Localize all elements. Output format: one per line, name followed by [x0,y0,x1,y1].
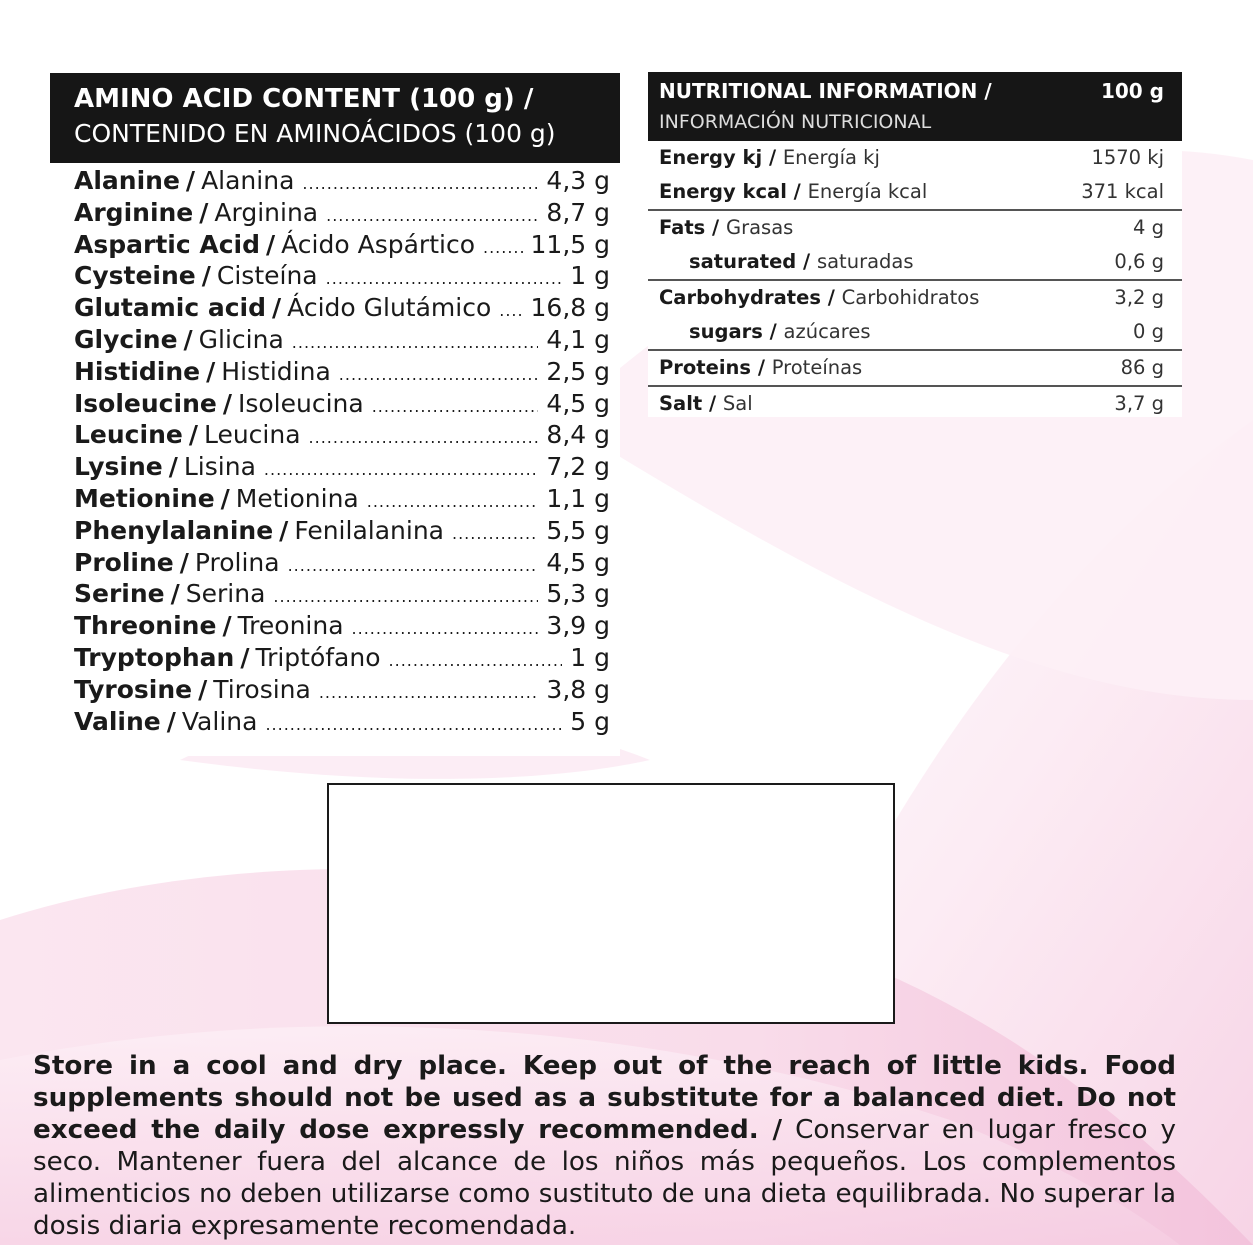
nutrition-row-energy-kj: Energy kj / Energía kj 1570 kj [648,141,1182,175]
amino-name-en: Metionine [74,483,215,513]
dot-leader [265,709,562,738]
nutrition-row-salt: Salt / Sal 3,7 g [648,385,1182,421]
amino-name-es: Ácido Glutámico [287,293,492,323]
amino-row [74,388,610,420]
nutrient-value: 4 g [1133,216,1164,239]
dot-leader [326,200,538,229]
nutrition-row-energy-kcal: Energy kcal / Energía kcal 371 kcal [648,175,1182,209]
amino-row [74,610,610,642]
nutrient-name-es: Sal [722,392,753,415]
amino-name-es: Serina [185,579,266,609]
slash-separator: / [166,706,176,736]
amino-row [74,229,610,261]
slash-separator: / [201,261,211,291]
nutrient-value: 3,2 g [1114,286,1164,309]
amino-value: 5,5 g [546,515,610,545]
amino-row [74,674,610,706]
amino-value: 7,2 g [546,452,610,482]
nutrient-name-en: Carbohydrates [659,286,821,309]
amino-name-es: Cisteína [216,261,318,291]
amino-name-en: Phenylalanine [74,515,274,545]
amino-row [74,165,610,197]
blank-label-box [327,783,895,1024]
nutrient-value: 3,7 g [1114,392,1164,415]
slash-separator: / [222,611,232,641]
amino-title-es: CONTENIDO EN AMINOÁCIDOS (100 g) [74,119,556,148]
amino-row [74,292,610,324]
dot-leader [389,645,563,674]
dot-leader [264,454,539,483]
amino-row [74,483,610,515]
dot-leader [302,168,538,197]
amino-name-es: Isoleucina [237,388,364,418]
amino-row [74,324,610,356]
amino-row [74,515,610,547]
nutrient-value: 0,6 g [1114,250,1164,273]
slash-separator: / [170,579,180,609]
amino-name-en: Valine [74,706,161,736]
slash-separator: / [179,547,189,577]
nutrient-name-es: Energía kj [782,146,880,169]
amino-acid-header [50,73,620,163]
nutrient-name-es: Energía kcal [807,180,928,203]
amino-value: 3,8 g [546,674,610,704]
nutrient-name-en: Fats [659,216,706,239]
amino-name-es: Glicina [198,324,284,354]
amino-name-en: Threonine [74,611,217,641]
nutrient-value: 0 g [1133,320,1164,343]
nutrient-value: 371 kcal [1081,180,1164,203]
nutrient-value: 1570 kj [1091,146,1164,169]
nutrition-header [648,72,1182,141]
amino-name-es: Histidina [221,356,331,386]
amino-title-en: AMINO ACID CONTENT (100 g) / [74,84,534,114]
amino-name-en: Alanine [74,166,180,195]
slash-separator: / [198,674,208,704]
amino-row [74,547,610,579]
amino-name-en: Lysine [74,452,163,482]
storage-text-es: Conservar en lugar fresco y seco. Mantener fuera del alcance de los niños más pequeños. Los complementos alimenticios no deben utilizarse como sustituto de una dieta equilibrada. No superar la dosis diaria expresamente recomendada. [33,1115,1177,1241]
amino-name-en: Tryptophan [74,642,235,672]
amino-row [74,419,610,451]
amino-value: 4,3 g [546,166,610,195]
slash-separator: / [240,642,250,672]
nutrition-row-saturated: saturated / saturadas 0,6 g [648,245,1182,279]
amino-value: 1 g [570,261,610,291]
slash-separator: / [279,515,289,545]
amino-name-es: Alanina [201,166,295,195]
slash-separator: / [188,420,198,450]
amino-name-es: Metionina [235,483,359,513]
amino-acid-list [50,165,620,737]
amino-value: 1,1 g [546,483,610,513]
amino-value: 3,9 g [546,611,610,641]
slash-separator: / [220,483,230,513]
nutrient-name-es: Carbohidratos [841,286,980,309]
amino-value: 4,5 g [546,388,610,418]
amino-name-en: Histidine [74,356,201,386]
slash-separator: / [266,229,276,259]
amino-name-es: Treonina [237,611,344,641]
amino-value: 8,4 g [546,420,610,450]
amino-value: 2,5 g [546,356,610,386]
amino-name-en: Proline [74,547,174,577]
amino-name-es: Lisina [183,452,256,482]
nutrient-name-es: Proteínas [771,356,863,379]
amino-name-es: Tirosina [213,674,311,704]
amino-value: 4,1 g [546,324,610,354]
dot-leader [339,359,539,388]
dot-leader [288,550,539,579]
amino-value: 8,7 g [546,197,610,227]
nutrition-title-es: INFORMACIÓN NUTRICIONAL [659,111,932,133]
nutrient-name-en: Proteins [659,356,752,379]
nutrition-table [648,72,1182,417]
amino-value: 5 g [570,706,610,736]
nutrient-name-es: Grasas [725,216,794,239]
dot-leader [367,486,539,515]
nutrient-name-en: Salt [659,392,703,415]
amino-row [74,197,610,229]
dot-leader [372,391,539,420]
amino-row [74,578,610,610]
amino-value: 5,3 g [546,579,610,609]
amino-value: 16,8 g [530,293,610,323]
nutrient-name-es: azúcares [783,320,871,343]
amino-name-en: Cysteine [74,261,196,291]
amino-row [74,642,610,674]
nutrient-name-es: saturadas [816,250,914,273]
amino-name-es: Arginina [214,197,319,227]
amino-row [74,451,610,483]
nutrient-name-en: saturated [689,250,797,273]
amino-name-es: Valina [181,706,258,736]
amino-name-en: Aspartic Acid [74,229,260,259]
slash-separator: / [168,452,178,482]
dot-leader [319,677,539,706]
amino-value: 1 g [570,642,610,672]
nutrition-row-carbohydrates: Carbohydrates / Carbohidratos 3,2 g [648,279,1182,315]
storage-text-en: Store in a cool and dry place. Keep out of the reach of little kids. Food supplements should not be used as a substitute for a balanced diet. Do not exceed the daily dose expressly recommended. / [33,1051,1176,1145]
storage-warning-text [33,1050,1176,1242]
amino-acid-panel [50,73,620,756]
nutrient-name-en: sugars [689,320,763,343]
amino-name-es: Triptófano [255,642,381,672]
amino-row [74,260,610,292]
slash-separator: / [183,324,193,354]
slash-separator: / [206,356,216,386]
amino-name-en: Leucine [74,420,183,450]
amino-row [74,706,610,738]
amino-name-en: Glutamic acid [74,293,267,323]
slash-separator: / [272,293,282,323]
amino-name-en: Arginine [74,197,194,227]
slash-separator: / [222,388,232,418]
slash-separator: / [185,166,196,195]
amino-name-es: Fenilalanina [294,515,444,545]
slash-separator: / [199,197,209,227]
nutrition-row-sugars: sugars / azúcares 0 g [648,315,1182,349]
dot-leader [452,518,538,547]
nutrient-name-en: Energy kcal [659,180,787,203]
dot-leader [309,422,539,451]
nutrient-value: 86 g [1120,356,1164,379]
amino-value: 11,5 g [530,229,610,259]
nutrient-name-en: Energy kj [659,146,763,169]
amino-name-en: Tyrosine [74,674,193,704]
nutrition-row-fats: Fats / Grasas 4 g [648,209,1182,245]
amino-name-es: Ácido Aspártico [281,229,475,259]
dot-leader [273,581,538,610]
amino-value: 4,5 g [546,547,610,577]
amino-name-en: Glycine [74,324,178,354]
dot-leader [292,327,539,356]
amino-name-en: Serine [74,579,165,609]
nutrition-title-en: NUTRITIONAL INFORMATION / [659,79,992,103]
dot-leader [499,295,522,324]
dot-leader [352,613,539,642]
dot-leader [326,263,563,292]
nutrition-row-proteins: Proteins / Proteínas 86 g [648,349,1182,385]
nutrition-per-amount: 100 g [1100,79,1164,103]
amino-row [74,356,610,388]
amino-name-en: Isoleucine [74,388,217,418]
amino-name-es: Leucina [203,420,301,450]
amino-name-es: Prolina [194,547,280,577]
dot-leader [483,232,523,261]
